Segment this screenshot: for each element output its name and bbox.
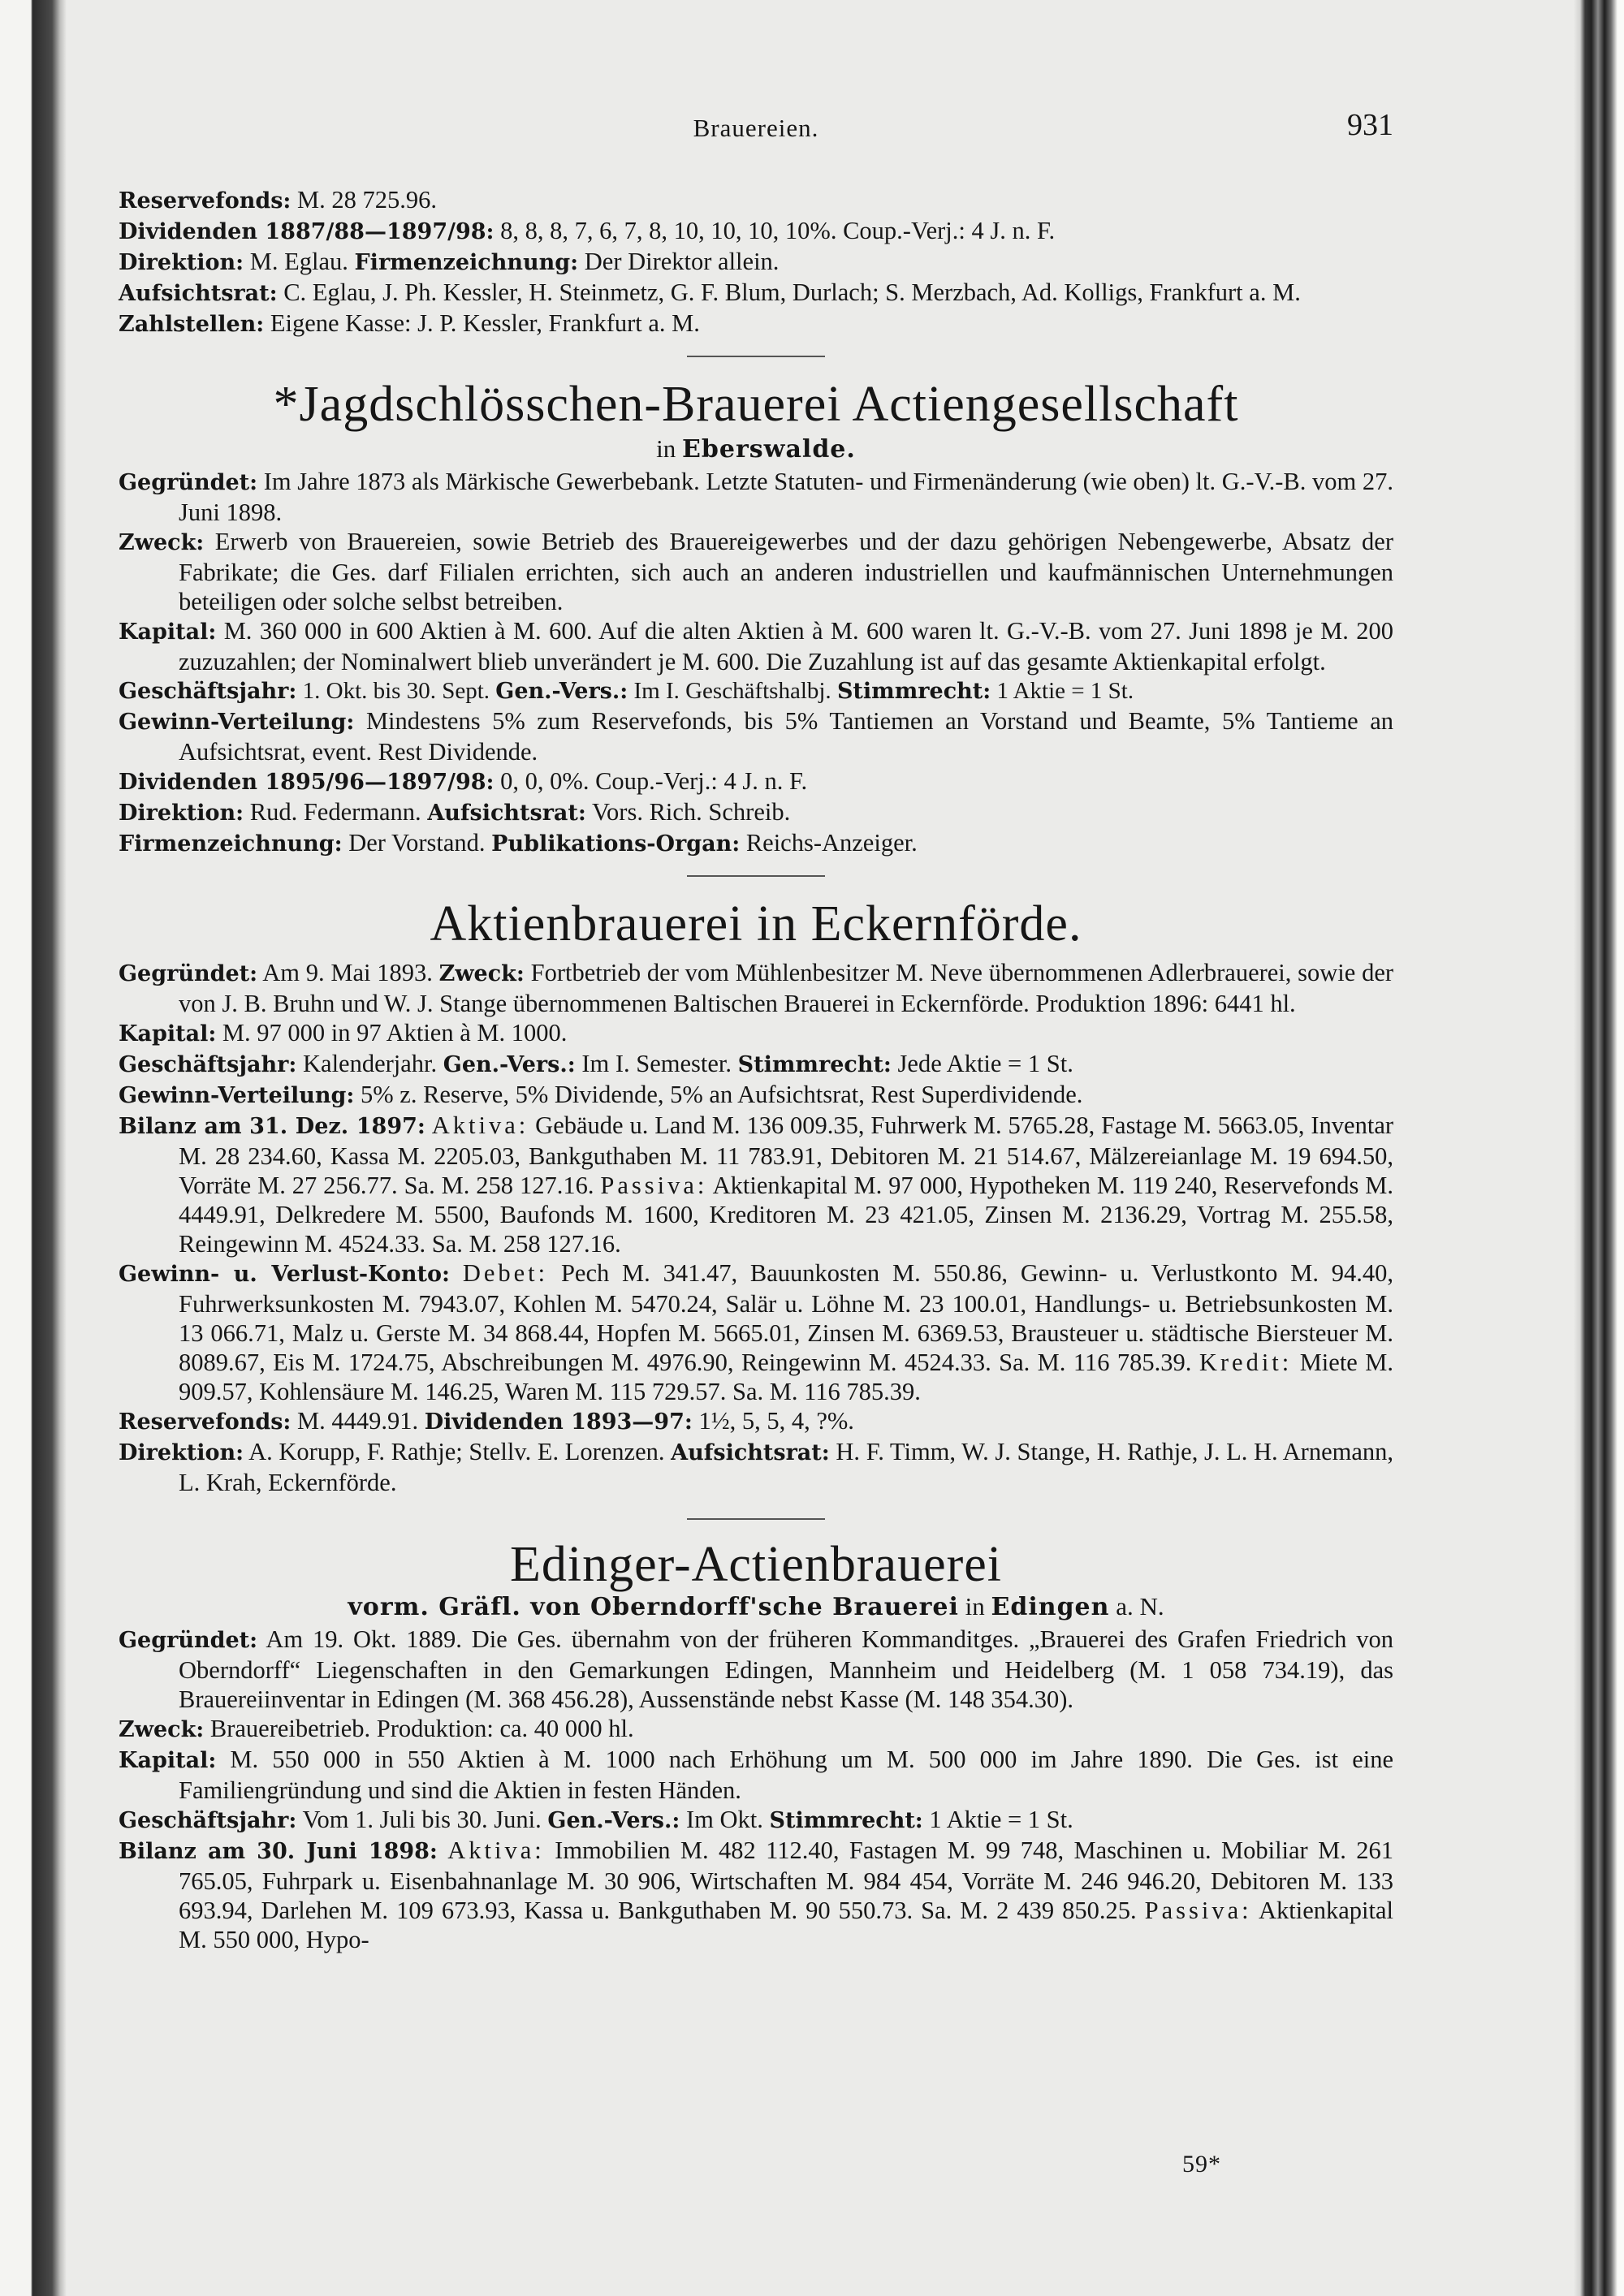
entry-reservefonds: Reservefonds: M. 28 725.96. xyxy=(119,186,438,214)
entry-zweck: Zweck: Erwerb von Brauereien, sowie Betrieb des Brauereigewerbes und der dazu gehörigen Nebengewerbe, Absatz der Fabrikate; die Ges. darf Filialen errichten, sich auch an anderen industriellen und kaufmännischen Unternehmungen beteiligen oder solche selbst betreiben. xyxy=(119,528,1393,615)
entry-bilanz: Bilanz am 30. Juni 1898: Aktiva: Immobilien M. 482 112.40, Fastagen M. 99 748, Maschinen u. Mobiliar M. 261 765.05, Fuhrpark u. Eisenbahnanlage M. 30 906, Wirtschaften M. 984 454, Vorräte M. 246 946.20, Debitoren M. 133 693.94, Darlehen M. 109 673.93, Kassa u. Bankguthaben M. 90 550.73. Sa. M. 2 439 850.25. Passiva: Aktienkapital M. 550 000, Hypo- xyxy=(119,1836,1393,1953)
entry-direktion: Direktion: A. Korupp, F. Rathje; Stellv. E. Lorenzen. Aufsichtsrat: H. F. Timm, W. J. Stange, H. Rathje, J. L. H. Arnemann, L. Krah, Eckernförde. xyxy=(119,1438,1394,1496)
scan-binding-edge-left xyxy=(0,0,67,2296)
entry-geschaeftsjahr: Geschäftsjahr: Vom 1. Juli bis 30. Juni. Gen.-Vers.: Im Okt. Stimmrecht: 1 Aktie = 1 St. xyxy=(119,1806,1073,1833)
entry-direktion: Direktion: M. Eglau. Firmenzeichnung: Der Direktor allein. xyxy=(119,248,780,275)
entry-zweck: Zweck: Brauereibetrieb. Produktion: ca. 40 000 hl. xyxy=(119,1715,634,1742)
page-number: 931 xyxy=(1347,108,1393,142)
scan-page-edge-right xyxy=(1574,0,1624,2296)
entry-kapital: Kapital: M. 550 000 in 550 Aktien à M. 1000 nach Erhöhung um M. 500 000 im Jahre 1890. Die Ges. ist eine Familiengründung und sind die Aktien in festen Händen. xyxy=(119,1746,1393,1804)
entry-zahlstellen: Zahlstellen: Eigene Kasse: J. P. Kessler, Frankfurt a. M. xyxy=(119,309,700,337)
entry-gewinn-verlust-konto: Gewinn- u. Verlust-Konto: Debet: Pech M. 341.47, Bauunkosten M. 550.86, Gewinn- u. Verlustkonto M. 94.40, Fuhrwerksunkosten M. 7943.07, Kohlen M. 5470.24, Salär u. Löhne M. 23 100.01, Handlungs- u. Betriebsunkosten M. 13 066.71, Malz u. Gerste M. 34 868.44, Hopfen M. 5665.01, Zinsen M. 6369.53, Brausteuer u. städtische Biersteuer M. 8089.67, Eis M. 1724.75, Abschreibungen M. 4976.90, Reingewinn M. 4524.33. Sa. M. 116 785.39. Kredit: Miete M. 909.57, Kohlensäure M. 146.25, Waren M. 115 729.57. Sa. M. 116 785.39. xyxy=(119,1259,1394,1405)
company-title-edingen: Edinger-Actienbrauerei xyxy=(509,1537,1002,1592)
entry-dividenden: Dividenden 1887/88—1897/98: 8, 8, 8, 7, 6, 7, 8, 10, 10, 10, 10%. Coup.-Verj.: 4 J. n. F. xyxy=(119,217,1056,244)
page-body xyxy=(119,185,1393,1954)
section-divider xyxy=(687,1518,825,1520)
running-header xyxy=(119,108,1393,151)
entry-kapital: Kapital: M. 360 000 in 600 Aktien à M. 600. Auf die alten Aktien à M. 600 waren lt. G.-V.-B. vom 27. Juni 1898 je M. 200 zuzuzahlen; der Nominalwert blieb unverändert je M. 600. Die Zuzahlung ist auf das gesamte Aktienkapital erfolgt. xyxy=(119,617,1394,675)
entry-geschaeftsjahr: Geschäftsjahr: Kalenderjahr. Gen.-Vers.: Im I. Semester. Stimmrecht: Jede Aktie = 1 St. xyxy=(119,1050,1073,1077)
entry-gegruendet: Gegründet: Am 19. Okt. 1889. Die Ges. übernahm von der früheren Kommanditges. „Brauerei des Grafen Friedrich von Oberndorff“ Liegenschaften in den Gemarkungen Edingen, Mannheim und Heidelberg (M. 1 058 734.19), das Brauereiinventar in Edingen (M. 368 456.28), Aussenstände nebst Kasse (M. 148 354.30). xyxy=(119,1625,1393,1713)
entry-gegruendet: Gegründet: Im Jahre 1873 als Märkische Gewerbebank. Letzte Statuten- und Firmenänderung (wie oben) lt. G.-V.-B. vom 27. Juni 1898. xyxy=(119,468,1393,526)
entry-firmenzeichnung: Firmenzeichnung: Der Vorstand. Publikations-Organ: Reichs-Anzeiger. xyxy=(119,829,918,857)
sheet-signature: 59* xyxy=(1182,2151,1221,2177)
company-subtitle-jagdschloesschen: in Eberswalde. xyxy=(656,434,856,464)
entry-reservefonds: Reservefonds: M. 4449.91. Dividenden 1893—97: 1½, 5, 5, 4, ?%. xyxy=(119,1407,854,1435)
entry-bilanz: Bilanz am 31. Dez. 1897: Aktiva: Gebäude u. Land M. 136 009.35, Fuhrwerk M. 5765.28, Fastage M. 5663.05, Inventar M. 28 234.60, Kassa M. 2205.03, Bankguthaben M. 11 783.91, Debitoren M. 21 514.67, Mälzereianlage M. 19 694.50, Vorräte M. 27 256.77. Sa. M. 258 127.16. Passiva: Aktienkapital M. 97 000, Hypotheken M. 119 240, Reservefonds M. 4449.91, Delkredere M. 5500, Baufonds M. 1600, Kreditoren M. 23 421.05, Zinsen M. 2136.29, Vortrag M. 255.58, Reingewinn M. 4524.33. Sa. M. 258 127.16. xyxy=(119,1111,1394,1258)
entry-aufsichtsrat: Aufsichtsrat: C. Eglau, J. Ph. Kessler, H. Steinmetz, G. F. Blum, Durlach; S. Merzbach, Ad. Kolligs, Frankfurt a. M. xyxy=(119,278,1301,306)
entry-direktion: Direktion: Rud. Federmann. Aufsichtsrat: Vors. Rich. Schreib. xyxy=(119,798,791,826)
section-divider xyxy=(687,875,825,877)
entry-gegruendet: Gegründet: Am 9. Mai 1893. Zweck: Fortbetrieb der vom Mühlenbesitzer M. Neve übernommenen Adlerbrauerei, sowie der von J. B. Bruhn und W. J. Stange übernommenen Baltischen Brauerei in Eckernförde. Produktion 1896: 6441 hl. xyxy=(119,959,1394,1017)
entry-kapital: Kapital: M. 97 000 in 97 Aktien à M. 1000. xyxy=(119,1019,568,1047)
entry-gewinn-verteilung: Gewinn-Verteilung: Mindestens 5% zum Reservefonds, bis 5% Tantiemen an Vorstand und Beamte, 5% Tantieme an Aufsichtsrat, event. Rest Dividende. xyxy=(119,707,1393,766)
company-title-eckernfoerde: Aktienbrauerei in Eckernförde. xyxy=(430,896,1082,952)
section-divider xyxy=(687,356,825,357)
entry-dividenden: Dividenden 1895/96—1897/98: 0, 0, 0%. Coup.-Verj.: 4 J. n. F. xyxy=(119,767,808,795)
company-subtitle-edingen: vorm. Gräfl. von Oberndorff'sche Brauerei in Edingen a. N. xyxy=(348,1592,1164,1621)
company-title-jagdschloesschen: *Jagdschlösschen-Brauerei Actiengesellschaft xyxy=(273,377,1239,432)
running-title: Brauereien. xyxy=(693,114,819,142)
entry-gewinn-verteilung: Gewinn-Verteilung: 5% z. Reserve, 5% Dividende, 5% an Aufsichtsrat, Rest Superdividende. xyxy=(119,1081,1083,1108)
entry-geschaeftsjahr: Geschäftsjahr: 1. Okt. bis 30. Sept. Gen.-Vers.: Im I. Geschäftshalbj. Stimmrecht: 1 Aktie = 1 St. xyxy=(119,678,1134,704)
